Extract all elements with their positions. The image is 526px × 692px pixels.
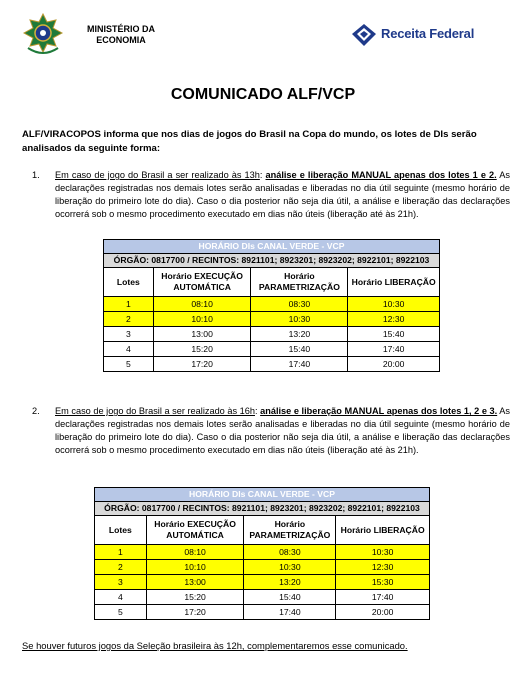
table-row [104,327,440,342]
table-cell: 17:20 [153,357,251,372]
list-item-separator: : [254,406,261,416]
table-org-row: ÓRGÃO: 0817700 / RECINTOS: 8921101; 8923201; 8923202; 8922101; 8922103 [104,254,440,268]
column-header: Horário LIBERAÇÃO [336,516,430,545]
footer-note: Se houver futuros jogos da Seleção brasileira às 12h, complementaremos esse comunicado. [22,640,408,651]
table-row [104,342,440,357]
table-cell: 13:20 [244,575,336,590]
table-cell: 12:30 [348,312,440,327]
table-cell: 10:30 [348,297,440,312]
column-header: Horário LIBERAÇÃO [348,268,440,297]
table-cell: 10:30 [251,312,348,327]
column-header: Horário EXECUÇÃO AUTOMÁTICA [146,516,244,545]
table-cell: 5 [95,605,147,620]
table-row [104,312,440,327]
table-row [104,297,440,312]
table-cell: 10:10 [146,560,244,575]
table-cell: 15:40 [348,327,440,342]
agency-name: Receita Federal [381,26,475,41]
table-cell: 15:20 [153,342,251,357]
schedule-table-2 [94,487,430,620]
table-row [95,605,430,620]
column-header: Horário PARAMETRIZAÇÃO [251,268,348,297]
table-heading: HORÁRIO DIs CANAL VERDE - VCP [95,488,430,502]
table-row [104,357,440,372]
table-row [95,545,430,560]
table-cell: 15:40 [244,590,336,605]
list-item-emphasis: análise e liberação MANUAL apenas dos lotes 1 e 2. [265,170,497,180]
table-cell: 13:20 [251,327,348,342]
table-cell: 3 [95,575,147,590]
list-item-lead: Em caso de jogo do Brasil a ser realizado às 13h [55,170,260,180]
table-cell: 08:30 [244,545,336,560]
list-item-1 [22,169,510,221]
table-cell: 17:20 [146,605,244,620]
table-row [95,575,430,590]
table-cell: 1 [104,297,154,312]
table-cell: 15:30 [336,575,430,590]
list-item-rest: As declarações registradas nos demais lotes serão analisadas e liberadas no dia útil seguinte (mesmo horário de liberação do primeiro lote do dia). Caso o dia posterior não seja dia útil, a análise e liberação das declarações ocorrerá sob o mesmo procedimento executado em dias não úteis (liberação até às 21h). [55,406,510,455]
table-cell: 3 [104,327,154,342]
table-cell: 15:20 [146,590,244,605]
column-header: Lotes [104,268,154,297]
table-cell: 12:30 [336,560,430,575]
table-org-row: ÓRGÃO: 0817700 / RECINTOS: 8921101; 8923201; 8923202; 8922101; 8922103 [95,502,430,516]
schedule-table-1 [103,239,440,372]
list-item-number: 1. [32,170,40,180]
list-item-2 [22,405,510,457]
intro-paragraph: ALF/VIRACOPOS informa que nos dias de jogos do Brasil na Copa do mundo, os lotes de DIs serão analisados da seguinte forma: [22,129,477,154]
table-row [95,590,430,605]
list-item-lead: Em caso de jogo do Brasil a ser realizado às 16h [55,406,255,416]
ministry-line-1: MINISTÉRIO DA [86,24,155,34]
table-cell: 08:10 [153,297,251,312]
ministry-line-2: ECONOMIA [96,35,146,45]
table-cell: 08:30 [251,297,348,312]
table-cell: 1 [95,545,147,560]
table-cell: 17:40 [251,357,348,372]
table-cell: 4 [95,590,147,605]
brazil-coat-of-arms-icon [22,12,64,56]
page-title: COMUNICADO ALF/VCP [170,86,356,103]
list-item-text [55,169,510,221]
table-heading: HORÁRIO DIs CANAL VERDE - VCP [104,240,440,254]
table-cell: 5 [104,357,154,372]
table-cell: 4 [104,342,154,357]
list-item-number: 2. [32,406,40,416]
list-item-emphasis: análise e liberação MANUAL apenas dos lotes 1, 2 e 3. [260,406,498,416]
table-cell: 13:00 [146,575,244,590]
list-item-text [55,405,510,457]
list-item-separator: : [259,170,266,180]
column-header: Horário EXECUÇÃO AUTOMÁTICA [153,268,251,297]
table-cell: 17:40 [244,605,336,620]
table-cell: 10:30 [244,560,336,575]
column-header: Horário PARAMETRIZAÇÃO [244,516,336,545]
table-row [95,560,430,575]
table-cell: 20:00 [336,605,430,620]
column-header: Lotes [95,516,147,545]
table-cell: 17:40 [348,342,440,357]
table-cell: 10:30 [336,545,430,560]
table-cell: 08:10 [146,545,244,560]
table-cell: 2 [95,560,147,575]
table-cell: 15:40 [251,342,348,357]
receita-federal-logo-icon [350,22,378,48]
table-cell: 10:10 [153,312,251,327]
table-cell: 2 [104,312,154,327]
list-item-rest: As declarações registradas nos demais lotes serão analisadas e liberadas no dia útil seguinte (mesmo horário de liberação do primeiro lote do dia). Caso o dia posterior não seja dia útil, a análise e liberação das declarações ocorrerá sob o mesmo procedimento executado em dias não úteis (liberação até às 21h). [55,170,511,219]
table-cell: 17:40 [336,590,430,605]
table-cell: 13:00 [153,327,251,342]
ministry-name [66,24,176,46]
table-cell: 20:00 [348,357,440,372]
